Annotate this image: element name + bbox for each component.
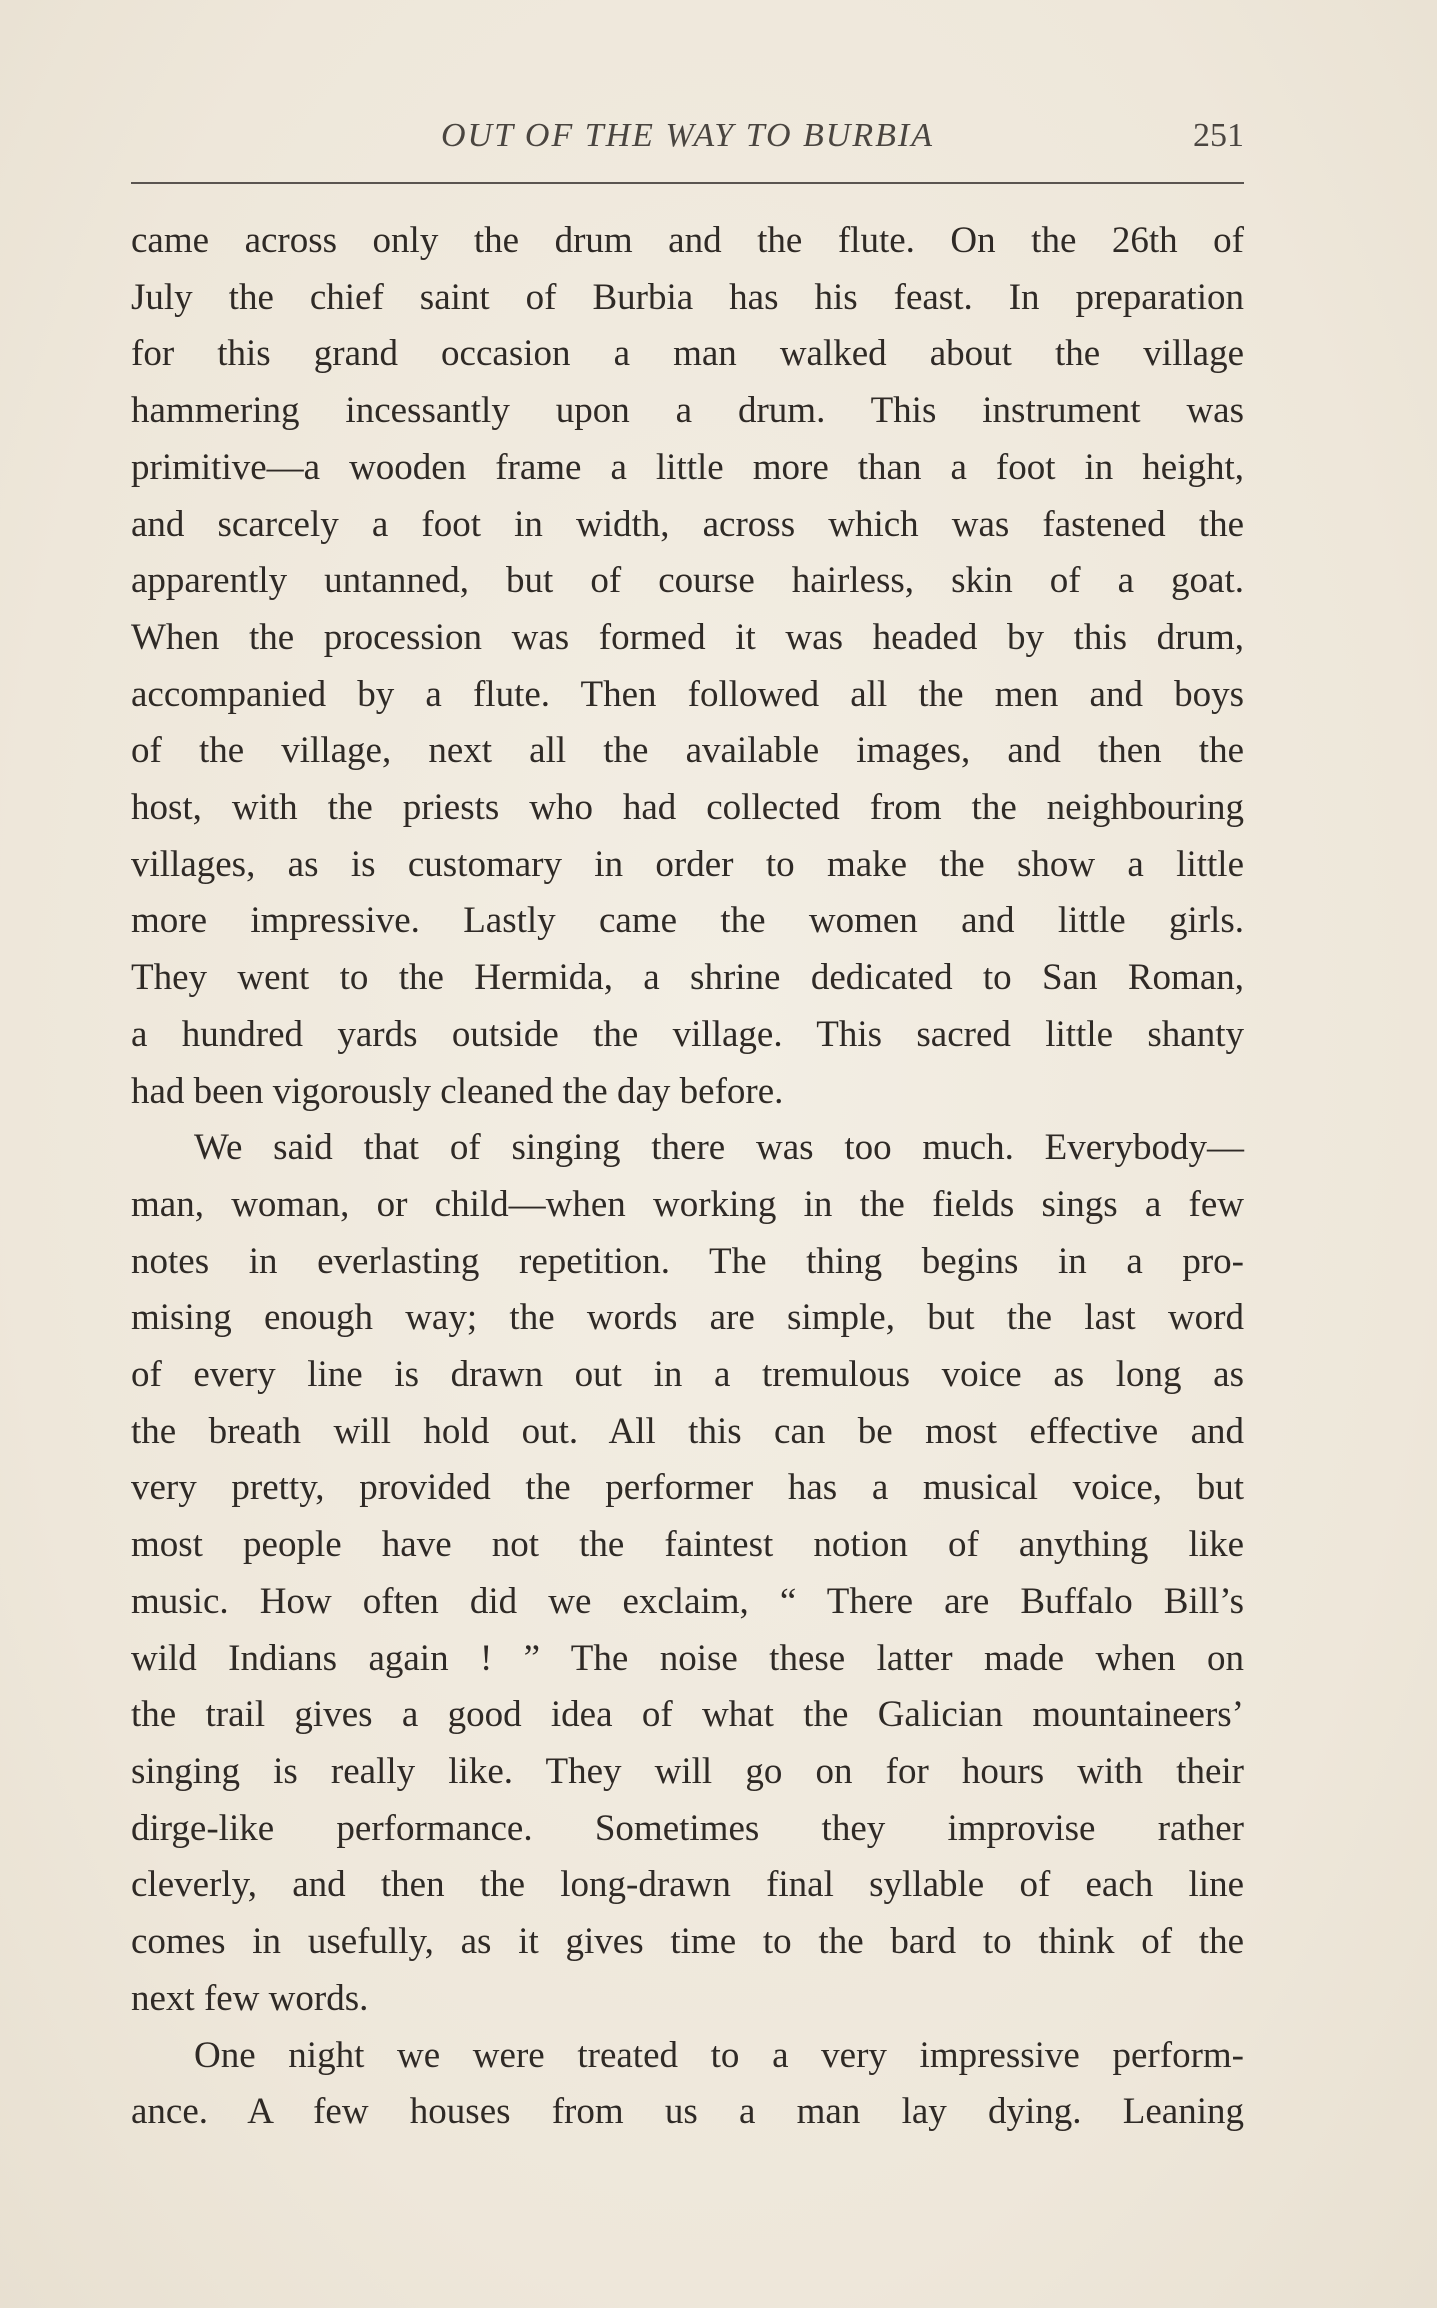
text-line: They went to the Hermida, a shrine dedicated to San Roman, (131, 957, 1244, 999)
body-text (131, 213, 1244, 2141)
text-line: and scarcely a foot in width, across which was fastened the (131, 503, 1244, 545)
text-line: next few words. (131, 1977, 369, 2019)
paragraph-3 (131, 2028, 1244, 2141)
text-line: apparently untanned, but of course hairless, skin of a goat. (131, 560, 1244, 602)
text-line: We said that of singing there was too much. Everybody— (194, 1127, 1244, 1169)
text-line: most people have not the faintest notion of anything like (131, 1524, 1244, 1566)
text-line: villages, as is customary in order to make the show a little (131, 843, 1244, 885)
text-line: the breath will hold out. All this can be most effective and (131, 1410, 1244, 1452)
text-line: had been vigorously cleaned the day before. (131, 1070, 784, 1112)
text-line: singing is really like. They will go on for hours with their (131, 1750, 1244, 1792)
text-line: accompanied by a flute. Then followed all the men and boys (131, 673, 1244, 715)
text-line: for this grand occasion a man walked about the village (131, 333, 1244, 375)
header-rule (131, 182, 1244, 184)
text-line: cleverly, and then the long-drawn final syllable of each line (131, 1864, 1244, 1906)
text-line: host, with the priests who had collected from the neighbouring (131, 787, 1244, 829)
paragraph-1 (131, 213, 1244, 1120)
text-line: music. How often did we exclaim, “ There are Buffalo Bill’s (131, 1580, 1244, 1622)
text-line: came across only the drum and the flute. On the 26th of (131, 220, 1244, 261)
text-line: very pretty, provided the performer has a musical voice, but (131, 1467, 1244, 1509)
text-line: comes in usefully, as it gives time to the bard to think of the (131, 1921, 1244, 1963)
text-line: notes in everlasting repetition. The thing begins in a pro- (131, 1240, 1244, 1282)
text-line: of every line is drawn out in a tremulous voice as long as (131, 1354, 1244, 1396)
text-line: more impressive. Lastly came the women and little girls. (131, 900, 1244, 942)
text-line: mising enough way; the words are simple, but the last word (131, 1297, 1244, 1339)
text-line: of the village, next all the available images, and then the (131, 730, 1244, 772)
text-line: wild Indians again ! ” The noise these latter made when on (131, 1637, 1244, 1679)
text-line: the trail gives a good idea of what the Galician mountaineers’ (131, 1694, 1244, 1736)
text-line: When the procession was formed it was headed by this drum, (131, 616, 1244, 658)
page-header (131, 112, 1244, 162)
text-line: primitive—a wooden frame a little more than a foot in height, (131, 446, 1244, 488)
text-line: dirge-like performance. Sometimes they improvise rather (131, 1807, 1244, 1849)
text-line: man, woman, or child—when working in the fields sings a few (131, 1183, 1244, 1225)
text-line: hammering incessantly upon a drum. This instrument was (131, 390, 1244, 432)
text-line: ance. A few houses from us a man lay dying. Leaning (131, 2091, 1244, 2133)
running-title: OUT OF THE WAY TO BURBIA (440, 117, 934, 154)
paragraph-2 (131, 1120, 1244, 2027)
text-line: One night we were treated to a very impressive perform- (194, 2034, 1244, 2076)
page-number: 251 (1193, 117, 1244, 154)
text-line: a hundred yards outside the village. This sacred little shanty (131, 1013, 1244, 1055)
text-line: July the chief saint of Burbia has his feast. In preparation (131, 276, 1244, 318)
